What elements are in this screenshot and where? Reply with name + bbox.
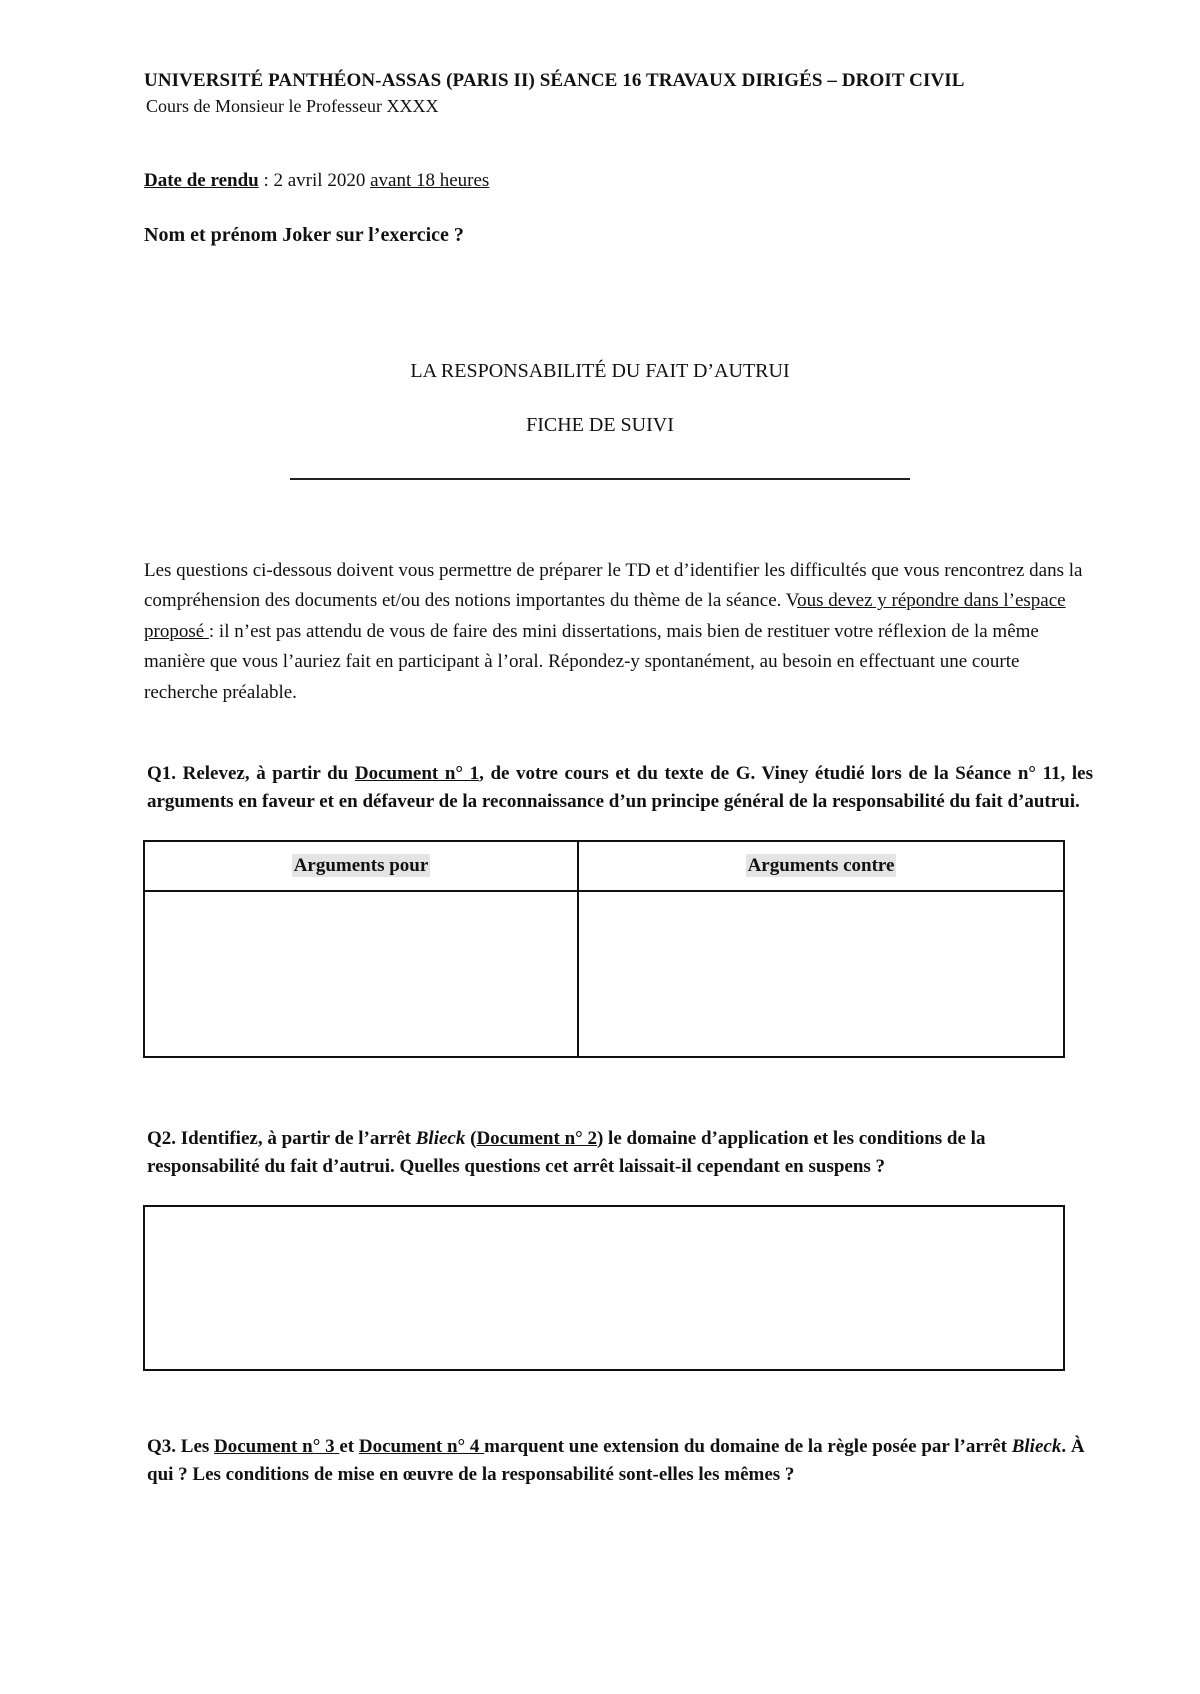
intro-text-start: Les questions ci-dessous doivent vous permettre de préparer le TD et d’identifier les difficultés que vous rencontrez dans la compréhension des documents et/ou des notions importantes du thème de la séance. V <box>144 560 1083 612</box>
intro-text-underlined: ous devez y répondre dans l’espace proposé <box>144 590 1066 642</box>
q3-case-name: Blieck <box>1011 1436 1062 1457</box>
due-date-label: Date de rendu <box>144 170 259 191</box>
answer-cell-pour[interactable] <box>144 891 578 1057</box>
separator-rule <box>290 478 910 480</box>
intro-paragraph <box>144 556 1090 708</box>
col-arguments-pour-label: Arguments pour <box>293 855 429 876</box>
document-title: LA RESPONSABILITÉ DU FAIT D’AUTRUI <box>410 360 790 382</box>
col-arguments-contre <box>578 841 1064 891</box>
q2-text-end: ) le domaine d’application et les conditions de la responsabilité du fait d’autrui. Quelles questions cet arrêt laissait-il cependant en suspens ? <box>147 1128 986 1177</box>
due-date-line <box>144 170 489 192</box>
q1-text-end: , de votre cours et du texte de G. Viney étudié lors de la Séance n° 11, les arguments en faveur et en défaveur de la reconnaissance d’un principe général de la responsabilité du fait d’autrui. <box>147 763 1094 812</box>
due-time-value: avant 18 heures <box>370 170 490 191</box>
col-arguments-pour <box>144 841 578 891</box>
q3-text-mid: et <box>339 1436 359 1457</box>
due-date-separator: : <box>258 170 274 191</box>
q3-document-ref-4: Document n° 4 <box>358 1436 485 1457</box>
joker-line: Nom et prénom Joker sur l’exercice ? <box>144 224 464 246</box>
q2-document-ref: Document n° 2 <box>476 1128 597 1149</box>
question-3 <box>147 1433 1093 1488</box>
q3-text-end: . À qui ? Les conditions de mise en œuvre de la responsabilité sont-elles les mêmes ? <box>147 1436 1085 1485</box>
arguments-table <box>143 840 1065 1058</box>
col-arguments-contre-label: Arguments contre <box>747 855 895 876</box>
q2-paren: ( <box>465 1128 477 1149</box>
q2-text-start: Q2. Identifiez, à partir de l’arrêt <box>147 1128 416 1149</box>
q3-text-start: Q3. Les <box>147 1436 215 1457</box>
question-1 <box>147 760 1093 815</box>
q1-text-start: Q1. Relevez, à partir du <box>147 763 355 784</box>
document-subtitle: FICHE DE SUIVI <box>526 414 674 436</box>
header-subtitle: Cours de Monsieur le Professeur XXXX <box>146 96 439 116</box>
header-title: UNIVERSITÉ PANTHÉON-ASSAS (PARIS II) SÉANCE 16 TRAVAUX DIRIGÉS – DROIT CIVIL <box>144 70 965 91</box>
due-date-value: 2 avril 2020 <box>273 170 371 191</box>
intro-text-end: : il n’est pas attendu de vous de faire des mini dissertations, mais bien de restituer votre réflexion de la même manière que vous l’auriez fait en participant à l’oral. Répondez-y spontanément, au besoin en effectuant une courte recherche préalable. <box>144 620 1039 703</box>
q1-document-ref: Document n° 1 <box>354 763 480 784</box>
arguments-table-header <box>144 841 1064 891</box>
q3-document-ref-3: Document n° 3 <box>214 1436 340 1457</box>
answer-cell-contre[interactable] <box>578 891 1064 1057</box>
arguments-table-row <box>144 891 1064 1057</box>
q2-case-name: Blieck <box>415 1128 466 1149</box>
question-2 <box>147 1125 1093 1180</box>
q3-text-part: marquent une extension du domaine de la règle posée par l’arrêt <box>484 1436 1012 1457</box>
answer-box-q2[interactable] <box>143 1205 1065 1371</box>
